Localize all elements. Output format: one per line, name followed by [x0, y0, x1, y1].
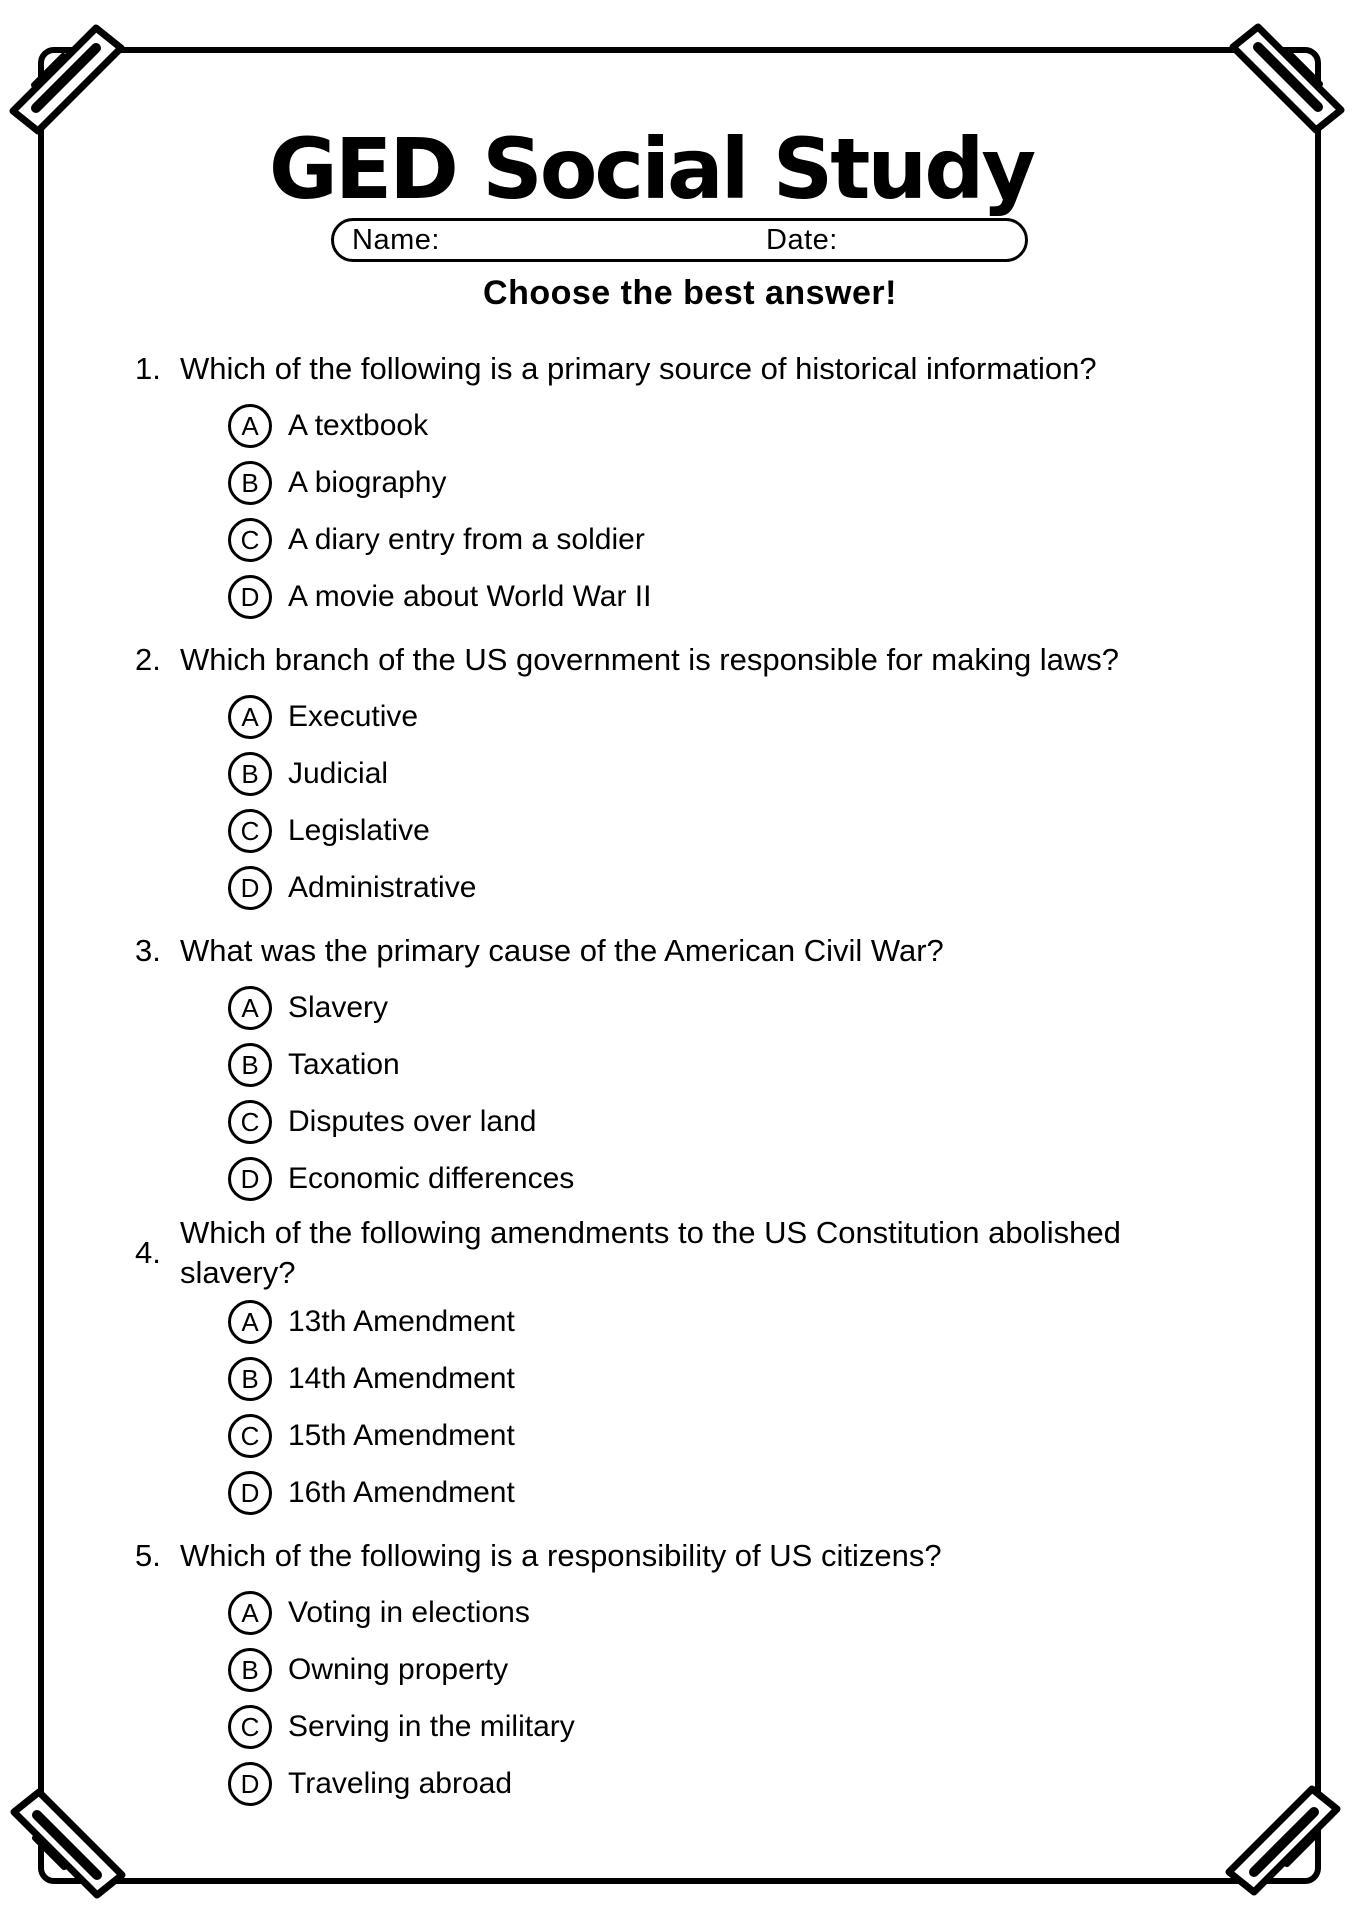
- answer-option[interactable]: [228, 1698, 1250, 1755]
- answer-option-label: Economic differences: [288, 1161, 575, 1195]
- answer-option-label: Traveling abroad: [288, 1766, 513, 1800]
- answer-option[interactable]: [228, 1350, 1250, 1407]
- answer-option[interactable]: [228, 1293, 1250, 1350]
- question-number: 1.: [135, 350, 161, 386]
- answer-option-label: Serving in the military: [288, 1709, 575, 1743]
- answer-bubble[interactable]: A: [228, 986, 272, 1030]
- answer-bubble[interactable]: D: [228, 575, 272, 619]
- answer-option-label: Administrative: [288, 870, 477, 904]
- question-number: 2.: [135, 641, 161, 677]
- answer-option[interactable]: [228, 1584, 1250, 1641]
- answer-option-label: Disputes over land: [288, 1104, 537, 1138]
- answer-option[interactable]: [228, 1150, 1250, 1207]
- answer-bubble[interactable]: B: [228, 1357, 272, 1401]
- questions: [135, 334, 1250, 1812]
- answer-option-label: A movie about World War II: [288, 579, 652, 613]
- question-text: Which branch of the US government is responsible for making laws?: [180, 641, 1120, 677]
- answer-option[interactable]: [228, 568, 1250, 625]
- answer-bubble[interactable]: C: [228, 809, 272, 853]
- question-block: [135, 631, 1250, 916]
- answer-option-label: A diary entry from a soldier: [288, 522, 645, 556]
- answer-bubble[interactable]: B: [228, 461, 272, 505]
- answer-option-label: 16th Amendment: [288, 1475, 515, 1509]
- options-group: [135, 688, 1250, 916]
- answer-option-label: Judicial: [288, 756, 389, 790]
- options-group: [135, 397, 1250, 625]
- answer-option[interactable]: [228, 1036, 1250, 1093]
- answer-option[interactable]: [228, 745, 1250, 802]
- answer-option-label: Slavery: [288, 990, 389, 1024]
- answer-option[interactable]: [228, 802, 1250, 859]
- answer-bubble[interactable]: B: [228, 1648, 272, 1692]
- date-input-area[interactable]: [854, 223, 1019, 257]
- page-title: GED Social Study: [268, 120, 1034, 219]
- answer-option[interactable]: [228, 454, 1250, 511]
- answer-option-label: Executive: [288, 699, 419, 733]
- answer-bubble[interactable]: D: [228, 1762, 272, 1806]
- date-label: Date:: [766, 224, 838, 256]
- answer-option-label: A biography: [288, 465, 447, 499]
- answer-option-label: Taxation: [288, 1047, 400, 1081]
- options-group: [135, 1293, 1250, 1521]
- answer-option-label: Owning property: [288, 1652, 509, 1686]
- name-input-area[interactable]: [449, 223, 749, 257]
- answer-bubble[interactable]: C: [228, 1414, 272, 1458]
- answer-option[interactable]: [228, 397, 1250, 454]
- answer-option[interactable]: [228, 979, 1250, 1036]
- answer-option[interactable]: [228, 1641, 1250, 1698]
- answer-option-label: 13th Amendment: [288, 1304, 515, 1338]
- answer-bubble[interactable]: D: [228, 1157, 272, 1201]
- answer-bubble[interactable]: A: [228, 1300, 272, 1344]
- answer-option-label: 14th Amendment: [288, 1361, 515, 1395]
- answer-option-label: 15th Amendment: [288, 1418, 515, 1452]
- answer-option-label: Legislative: [288, 813, 430, 847]
- question-block: [135, 340, 1250, 625]
- question-line: [135, 631, 1250, 688]
- answer-bubble[interactable]: B: [228, 1043, 272, 1087]
- question-line: [135, 1527, 1250, 1584]
- corner-ribbon-icon: [1210, 1772, 1342, 1904]
- question-number: 3.: [135, 932, 161, 968]
- answer-option[interactable]: [228, 1093, 1250, 1150]
- question-line: [135, 922, 1250, 979]
- answer-option-label: A textbook: [288, 408, 429, 442]
- answer-option[interactable]: [228, 1407, 1250, 1464]
- question-text: Which of the following amendments to the US Constitution abolished slavery?: [180, 1215, 1121, 1290]
- answer-bubble[interactable]: B: [228, 752, 272, 796]
- question-text: What was the primary cause of the American Civil War?: [180, 932, 944, 968]
- question-number: 5.: [135, 1537, 161, 1573]
- question-line: [135, 1213, 1250, 1293]
- answer-option[interactable]: [228, 859, 1250, 916]
- question-block: [135, 1527, 1250, 1812]
- question-text: Which of the following is a primary source of historical information?: [180, 350, 1097, 386]
- corner-ribbon-icon: [1214, 15, 1346, 147]
- name-date-box: [331, 218, 1028, 262]
- answer-bubble[interactable]: A: [228, 404, 272, 448]
- answer-bubble[interactable]: D: [228, 866, 272, 910]
- question-line: [135, 340, 1250, 397]
- answer-option-label: Voting in elections: [288, 1595, 530, 1629]
- corner-ribbon-icon: [9, 1775, 141, 1907]
- question-text: Which of the following is a responsibility of US citizens?: [180, 1537, 942, 1573]
- corner-ribbon-icon: [8, 16, 140, 148]
- question-number: 4.: [135, 1235, 161, 1270]
- answer-bubble[interactable]: D: [228, 1471, 272, 1515]
- name-label: Name:: [352, 224, 440, 256]
- question-block: [135, 922, 1250, 1207]
- question-block: [135, 1213, 1250, 1521]
- answer-bubble[interactable]: C: [228, 518, 272, 562]
- answer-option[interactable]: [228, 511, 1250, 568]
- answer-bubble[interactable]: A: [228, 1591, 272, 1635]
- instruction-text: Choose the best answer!: [483, 274, 897, 312]
- answer-bubble[interactable]: A: [228, 695, 272, 739]
- answer-option[interactable]: [228, 688, 1250, 745]
- answer-option[interactable]: [228, 1464, 1250, 1521]
- answer-bubble[interactable]: C: [228, 1705, 272, 1749]
- answer-bubble[interactable]: C: [228, 1100, 272, 1144]
- options-group: [135, 1584, 1250, 1812]
- options-group: [135, 979, 1250, 1207]
- answer-option[interactable]: [228, 1755, 1250, 1812]
